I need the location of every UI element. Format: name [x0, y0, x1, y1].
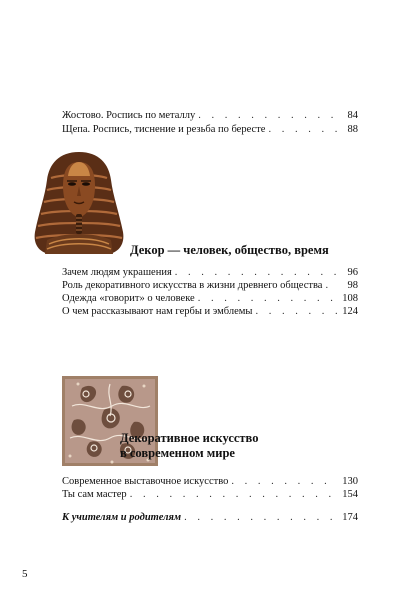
leader-dots: [325, 279, 337, 292]
leader-dots: [175, 266, 337, 279]
toc-entry-page: 174: [342, 512, 358, 523]
toc-entry-title: К учителям и родителям: [62, 512, 182, 523]
pharaoh-mask-illustration: [33, 148, 125, 258]
toc-entry-closing: [62, 511, 358, 524]
leader-dots: [256, 305, 338, 318]
page-number: 5: [22, 568, 28, 580]
toc-entry-title: Жостово. Роспись по металлу: [62, 110, 196, 121]
toc-entry-title: Щепа. Роспись, тиснение и резьба по бересте: [62, 124, 266, 135]
toc-entry: [62, 292, 358, 305]
toc-entry: [62, 305, 358, 318]
toc-entry-title: Зачем людям украшения: [62, 267, 172, 278]
toc-entry-page: 84: [347, 110, 358, 121]
leader-dots: [198, 109, 337, 122]
toc-entry-page: 96: [347, 267, 358, 278]
toc-entry: [62, 475, 358, 488]
toc-entry-title: Ты сам мастер: [62, 489, 127, 500]
leader-dots: [198, 292, 337, 305]
toc-entry-title: Роль декоративного искусства в жизни древнего общества: [62, 280, 323, 291]
toc-entry-page: 124: [342, 306, 358, 317]
section-heading: [120, 431, 258, 461]
toc-entry-page: 108: [342, 293, 358, 304]
toc-entry-title: Современное выставочное искусство: [62, 476, 229, 487]
toc-entry: [62, 123, 358, 136]
toc-entry: [62, 488, 358, 501]
leader-dots: [268, 123, 337, 136]
toc-entry: [62, 279, 358, 292]
section-heading-line: в современном мире: [120, 446, 235, 460]
leader-dots: [130, 488, 337, 501]
toc-entry-title: О чем рассказывают нам гербы и эмблемы: [62, 306, 253, 317]
section-heading-line: Декоративное искусство: [120, 431, 259, 445]
toc-entry-page: 98: [347, 280, 358, 291]
leader-dots: [231, 475, 337, 488]
toc-entry-page: 130: [342, 476, 358, 487]
toc-entry: [62, 266, 358, 279]
leader-dots: [184, 511, 337, 524]
toc-entry-page: 154: [342, 489, 358, 500]
toc-entry-title: Одежда «говорит» о человеке: [62, 293, 195, 304]
section-heading: Декор — человек, общество, время: [130, 243, 329, 257]
toc-entry: [62, 109, 358, 122]
toc-entry-page: 88: [347, 124, 358, 135]
